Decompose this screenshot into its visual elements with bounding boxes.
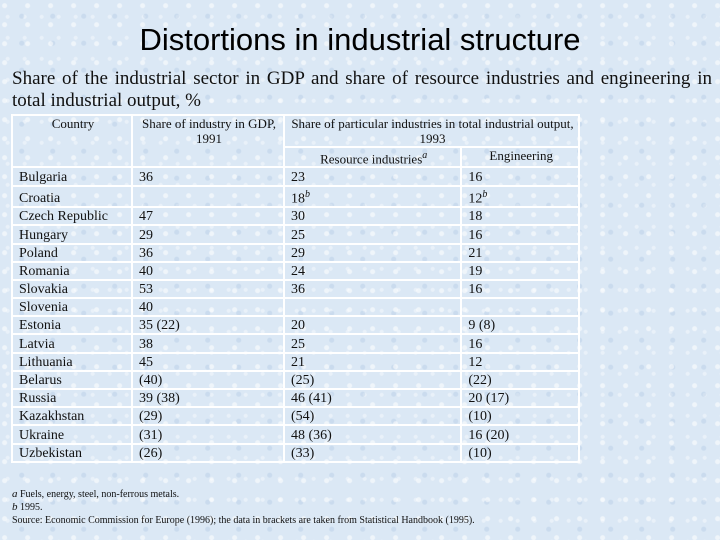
resource-share-cell-value: 25 xyxy=(291,227,305,243)
source-note: Source: Economic Commission for Europe (1996); the data in brackets are taken from Statistical Handbook (1995). xyxy=(12,515,475,526)
resource-share-cell xyxy=(284,207,461,225)
engineering-share-cell xyxy=(461,186,579,208)
gdp-share-cell xyxy=(132,371,284,389)
country-cell xyxy=(12,244,132,262)
country-cell-value: Croatia xyxy=(19,191,61,207)
resource-share-cell xyxy=(284,353,461,371)
footnote-a xyxy=(12,488,712,501)
country-cell xyxy=(12,389,132,407)
engineering-share-cell xyxy=(461,207,579,225)
country-cell-value: Romania xyxy=(19,263,70,279)
resource-share-cell-value: 25 xyxy=(291,336,305,352)
country-cell-value: Bulgaria xyxy=(19,169,68,185)
engineering-share-cell xyxy=(461,167,579,185)
table-row xyxy=(12,207,579,225)
gdp-share-cell xyxy=(132,225,284,243)
gdp-share-cell xyxy=(132,389,284,407)
engineering-share-cell-value: 19 xyxy=(468,263,483,279)
resource-share-cell-value: (25) xyxy=(291,373,315,389)
gdp-share-cell-value: (40) xyxy=(139,373,163,389)
resource-share-cell xyxy=(284,186,461,208)
gdp-share-cell-value: 36 xyxy=(139,169,153,185)
header-industry-share: Share of particular industries in total industrial output, 1993 xyxy=(284,115,579,147)
gdp-share-cell xyxy=(132,298,284,316)
table-row xyxy=(12,389,579,407)
resource-share-cell-value: 18 xyxy=(291,191,305,207)
table-row xyxy=(12,334,579,352)
engineering-share-cell-value: (10) xyxy=(468,409,492,425)
resource-share-cell xyxy=(284,225,461,243)
engineering-share-cell xyxy=(461,371,579,389)
engineering-share-cell-value: 12 xyxy=(468,191,483,207)
country-cell-value: Uzbekistan xyxy=(19,445,82,461)
resource-share-cell-value: (54) xyxy=(291,409,315,425)
table-row xyxy=(12,316,579,334)
footnote-b xyxy=(12,501,712,514)
gdp-share-cell-value: 53 xyxy=(139,282,153,298)
resource-share-cell-value: 36 xyxy=(291,282,305,298)
country-cell xyxy=(12,186,132,208)
resource-share-cell xyxy=(284,334,461,352)
resource-share-cell xyxy=(284,316,461,334)
country-cell-value: Slovenia xyxy=(19,300,68,316)
footnote-b-text: 1995. xyxy=(20,502,43,513)
gdp-share-cell-value: 29 xyxy=(139,227,153,243)
table-row xyxy=(12,444,579,462)
engineering-share-cell xyxy=(461,262,579,280)
resource-share-cell xyxy=(284,389,461,407)
country-cell-value: Russia xyxy=(19,391,57,407)
table-row xyxy=(12,244,579,262)
country-cell xyxy=(12,262,132,280)
engineering-share-cell-value: (22) xyxy=(468,373,492,389)
gdp-share-cell xyxy=(132,167,284,185)
engineering-share-cell xyxy=(461,407,579,425)
engineering-share-cell-value: 21 xyxy=(468,245,483,261)
resource-share-cell xyxy=(284,167,461,185)
gdp-share-cell-value: 40 xyxy=(139,263,153,279)
country-cell-value: Poland xyxy=(19,245,58,261)
table-row xyxy=(12,371,579,389)
footnote-a-mark: a xyxy=(12,488,18,500)
resource-share-cell xyxy=(284,262,461,280)
header-country: Country xyxy=(12,115,132,167)
country-cell-value: Slovakia xyxy=(19,282,68,298)
resource-share-cell xyxy=(284,280,461,298)
gdp-share-cell xyxy=(132,407,284,425)
country-cell xyxy=(12,280,132,298)
resource-share-cell-value: 20 xyxy=(291,318,305,334)
country-cell xyxy=(12,316,132,334)
resource-share-cell-value: 23 xyxy=(291,169,305,185)
footnote-b-marker: b xyxy=(482,188,488,200)
country-cell xyxy=(12,167,132,185)
table-row xyxy=(12,298,579,316)
table-body xyxy=(12,167,579,461)
country-cell xyxy=(12,207,132,225)
engineering-share-cell xyxy=(461,353,579,371)
table-row xyxy=(12,425,579,443)
country-cell xyxy=(12,407,132,425)
country-cell xyxy=(12,371,132,389)
footnotes xyxy=(12,488,712,527)
resource-share-cell-value: 24 xyxy=(291,263,305,279)
engineering-share-cell-value: (10) xyxy=(468,445,492,461)
country-cell-value: Latvia xyxy=(19,336,55,352)
country-cell xyxy=(12,444,132,462)
engineering-share-cell-value: 18 xyxy=(468,209,483,225)
engineering-share-cell-value: 20 (17) xyxy=(468,391,510,407)
resource-share-cell xyxy=(284,244,461,262)
engineering-share-cell-value: 16 xyxy=(468,282,483,298)
engineering-share-cell-value: 9 (8) xyxy=(468,318,496,334)
gdp-share-cell-value: 39 (38) xyxy=(139,391,180,407)
table-row xyxy=(12,280,579,298)
engineering-share-cell-value: 16 (20) xyxy=(468,427,510,443)
header-resource-label: Resource industries xyxy=(320,151,423,167)
table-row xyxy=(12,186,579,208)
gdp-share-cell-value: 36 xyxy=(139,245,153,261)
footnote-b-mark: b xyxy=(12,501,18,513)
table-row xyxy=(12,225,579,243)
gdp-share-cell-value: 40 xyxy=(139,300,153,316)
gdp-share-cell xyxy=(132,244,284,262)
country-cell-value: Estonia xyxy=(19,318,61,334)
gdp-share-cell xyxy=(132,425,284,443)
table-row xyxy=(12,167,579,185)
engineering-share-cell xyxy=(461,225,579,243)
gdp-share-cell xyxy=(132,316,284,334)
resource-share-cell xyxy=(284,407,461,425)
table-caption: Share of the industrial sector in GDP and share of resource industries and engineering in total industrial output, % xyxy=(12,68,712,111)
footnote-a-text: Fuels, energy, steel, non-ferrous metals. xyxy=(20,489,180,500)
engineering-share-cell xyxy=(461,244,579,262)
gdp-share-cell xyxy=(132,207,284,225)
gdp-share-cell-value: 45 xyxy=(139,354,153,370)
header-gdp-share: Share of industry in GDP, 1991 xyxy=(132,115,284,167)
resource-share-cell-value: 29 xyxy=(291,245,305,261)
engineering-share-cell xyxy=(461,334,579,352)
resource-share-cell-value: 48 (36) xyxy=(291,427,332,443)
table-row xyxy=(12,353,579,371)
footnote-a-marker: a xyxy=(422,150,428,161)
resource-share-cell-value: 21 xyxy=(291,354,305,370)
gdp-share-cell-value: (29) xyxy=(139,409,163,425)
resource-share-cell-value: (33) xyxy=(291,445,315,461)
table-row xyxy=(12,262,579,280)
country-cell xyxy=(12,298,132,316)
gdp-share-cell-value: 47 xyxy=(139,209,153,225)
country-cell xyxy=(12,353,132,371)
gdp-share-cell xyxy=(132,262,284,280)
engineering-share-cell-value: 16 xyxy=(468,227,483,243)
resource-share-cell-value: 30 xyxy=(291,209,305,225)
engineering-share-cell xyxy=(461,316,579,334)
engineering-share-cell xyxy=(461,280,579,298)
gdp-share-cell xyxy=(132,353,284,371)
engineering-share-cell xyxy=(461,425,579,443)
engineering-share-cell-value: 12 xyxy=(468,354,483,370)
gdp-share-cell-value: 38 xyxy=(139,336,153,352)
gdp-share-cell-value: 35 (22) xyxy=(139,318,180,334)
resource-share-cell-value: 46 (41) xyxy=(291,391,332,407)
country-cell-value: Ukraine xyxy=(19,427,65,443)
country-cell-value: Lithuania xyxy=(19,354,73,370)
header-resource-industries xyxy=(284,147,461,167)
resource-share-cell xyxy=(284,371,461,389)
footnote-b-marker: b xyxy=(305,188,310,200)
country-cell xyxy=(12,225,132,243)
country-cell-value: Hungary xyxy=(19,227,68,243)
engineering-share-cell-value: 16 xyxy=(468,169,483,185)
resource-share-cell xyxy=(284,444,461,462)
slide-title: Distortions in industrial structure xyxy=(139,22,581,57)
gdp-share-cell xyxy=(132,444,284,462)
gdp-share-cell xyxy=(132,186,284,208)
engineering-share-cell xyxy=(461,444,579,462)
engineering-share-cell xyxy=(461,389,579,407)
resource-share-cell xyxy=(284,298,461,316)
engineering-share-cell-value: 16 xyxy=(468,336,483,352)
gdp-share-cell-value: (26) xyxy=(139,445,163,461)
engineering-share-cell xyxy=(461,298,579,316)
header-engineering: Engineering xyxy=(461,147,579,167)
country-cell-value: Belarus xyxy=(19,373,62,389)
gdp-share-cell-value: (31) xyxy=(139,427,163,443)
country-cell-value: Kazakhstan xyxy=(19,409,85,425)
gdp-share-cell xyxy=(132,280,284,298)
country-cell xyxy=(12,425,132,443)
gdp-share-cell xyxy=(132,334,284,352)
resource-share-cell xyxy=(284,425,461,443)
table-row xyxy=(12,407,579,425)
country-cell-value: Czech Republic xyxy=(19,209,109,225)
industry-share-table xyxy=(11,114,580,463)
country-cell xyxy=(12,334,132,352)
